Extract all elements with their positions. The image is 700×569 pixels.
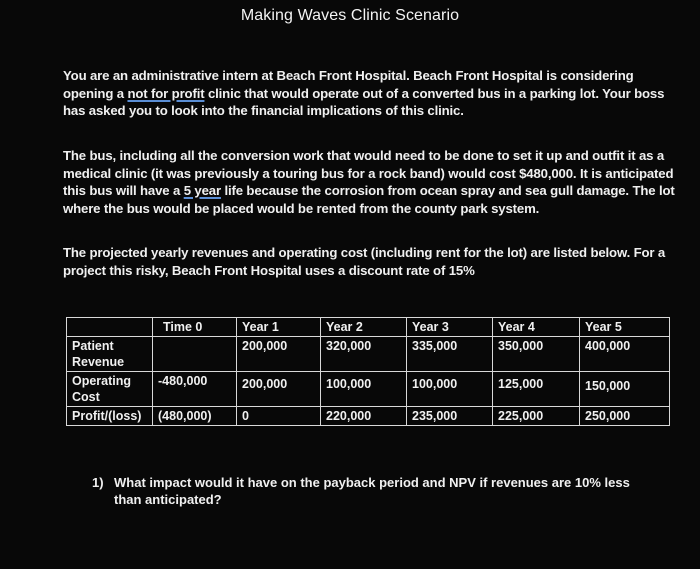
header-cell: Year 1 <box>237 318 321 337</box>
projection-paragraph: The projected yearly revenues and operating cost (including rent for the lot) are listed below. For a project this risky, Beach Front Hospital uses a discount rate of 15% <box>63 245 666 278</box>
header-cell <box>67 318 153 337</box>
header-cell: Year 4 <box>493 318 580 337</box>
table-cell: 100,000 <box>407 372 493 407</box>
table-cell: -480,000 <box>153 372 237 407</box>
table-row <box>67 407 670 426</box>
row-label: Patient Revenue <box>67 337 153 372</box>
not-for-profit-underlined: not for profit <box>127 85 205 101</box>
table-row <box>67 337 670 372</box>
table-cell: 335,000 <box>407 337 493 372</box>
table-cell: 0 <box>237 407 321 426</box>
row-label: Operating Cost <box>67 372 153 407</box>
bus-cost-paragraph <box>63 147 678 217</box>
five-year-underlined: 5 year <box>183 183 221 198</box>
question-text: What impact would it have on the payback period and NPV if revenues are 10% less than anticipated? <box>114 475 630 507</box>
table-cell: 200,000 <box>237 337 321 372</box>
question-number: 1) <box>92 475 104 490</box>
table-header-row <box>67 318 670 337</box>
table-cell: 225,000 <box>493 407 580 426</box>
header-cell: Year 5 <box>580 318 670 337</box>
intro-text-part2: clinic that would operate out of a converted bus in a parking lot. Your boss has asked you to look into the financial implications of this clinic. <box>63 85 665 118</box>
bus-text-part1: The bus, including all the conversion work that would need to be done to set it up and outfit it as a medical clinic (it was previously a touring bus for a rock band) would cost $480,000. It is anticipated this bus will have a <box>63 148 674 198</box>
table-cell: 125,000 <box>493 372 580 407</box>
table-cell: 235,000 <box>407 407 493 426</box>
row-label: Profit/(loss) <box>67 407 153 426</box>
table-cell: 150,000 <box>580 372 670 407</box>
header-cell: Year 3 <box>407 318 493 337</box>
bus-text-part2: life because the corrosion from ocean spray and sea gull damage. The lot where the bus would be placed would be rented from the county park system. <box>63 183 675 216</box>
table-cell: 100,000 <box>321 372 407 407</box>
table-cell: 350,000 <box>493 337 580 372</box>
table-cell: 320,000 <box>321 337 407 372</box>
intro-text-part1: You are an administrative intern at Beach Front Hospital. Beach Front Hospital is considering opening a <box>63 68 634 101</box>
table-cell: (480,000) <box>153 407 237 426</box>
intro-paragraph <box>63 67 678 120</box>
header-cell: Time 0 <box>153 318 237 337</box>
table-cell: 220,000 <box>321 407 407 426</box>
header-cell: Year 2 <box>321 318 407 337</box>
cash-flow-table <box>66 317 670 426</box>
table-cell: 400,000 <box>580 337 670 372</box>
table-row <box>67 372 670 407</box>
question-1 <box>92 474 652 508</box>
table-cell <box>153 337 237 372</box>
table-cell: 250,000 <box>580 407 670 426</box>
page-title: Making Waves Clinic Scenario <box>240 7 460 24</box>
table-cell: 200,000 <box>237 372 321 407</box>
